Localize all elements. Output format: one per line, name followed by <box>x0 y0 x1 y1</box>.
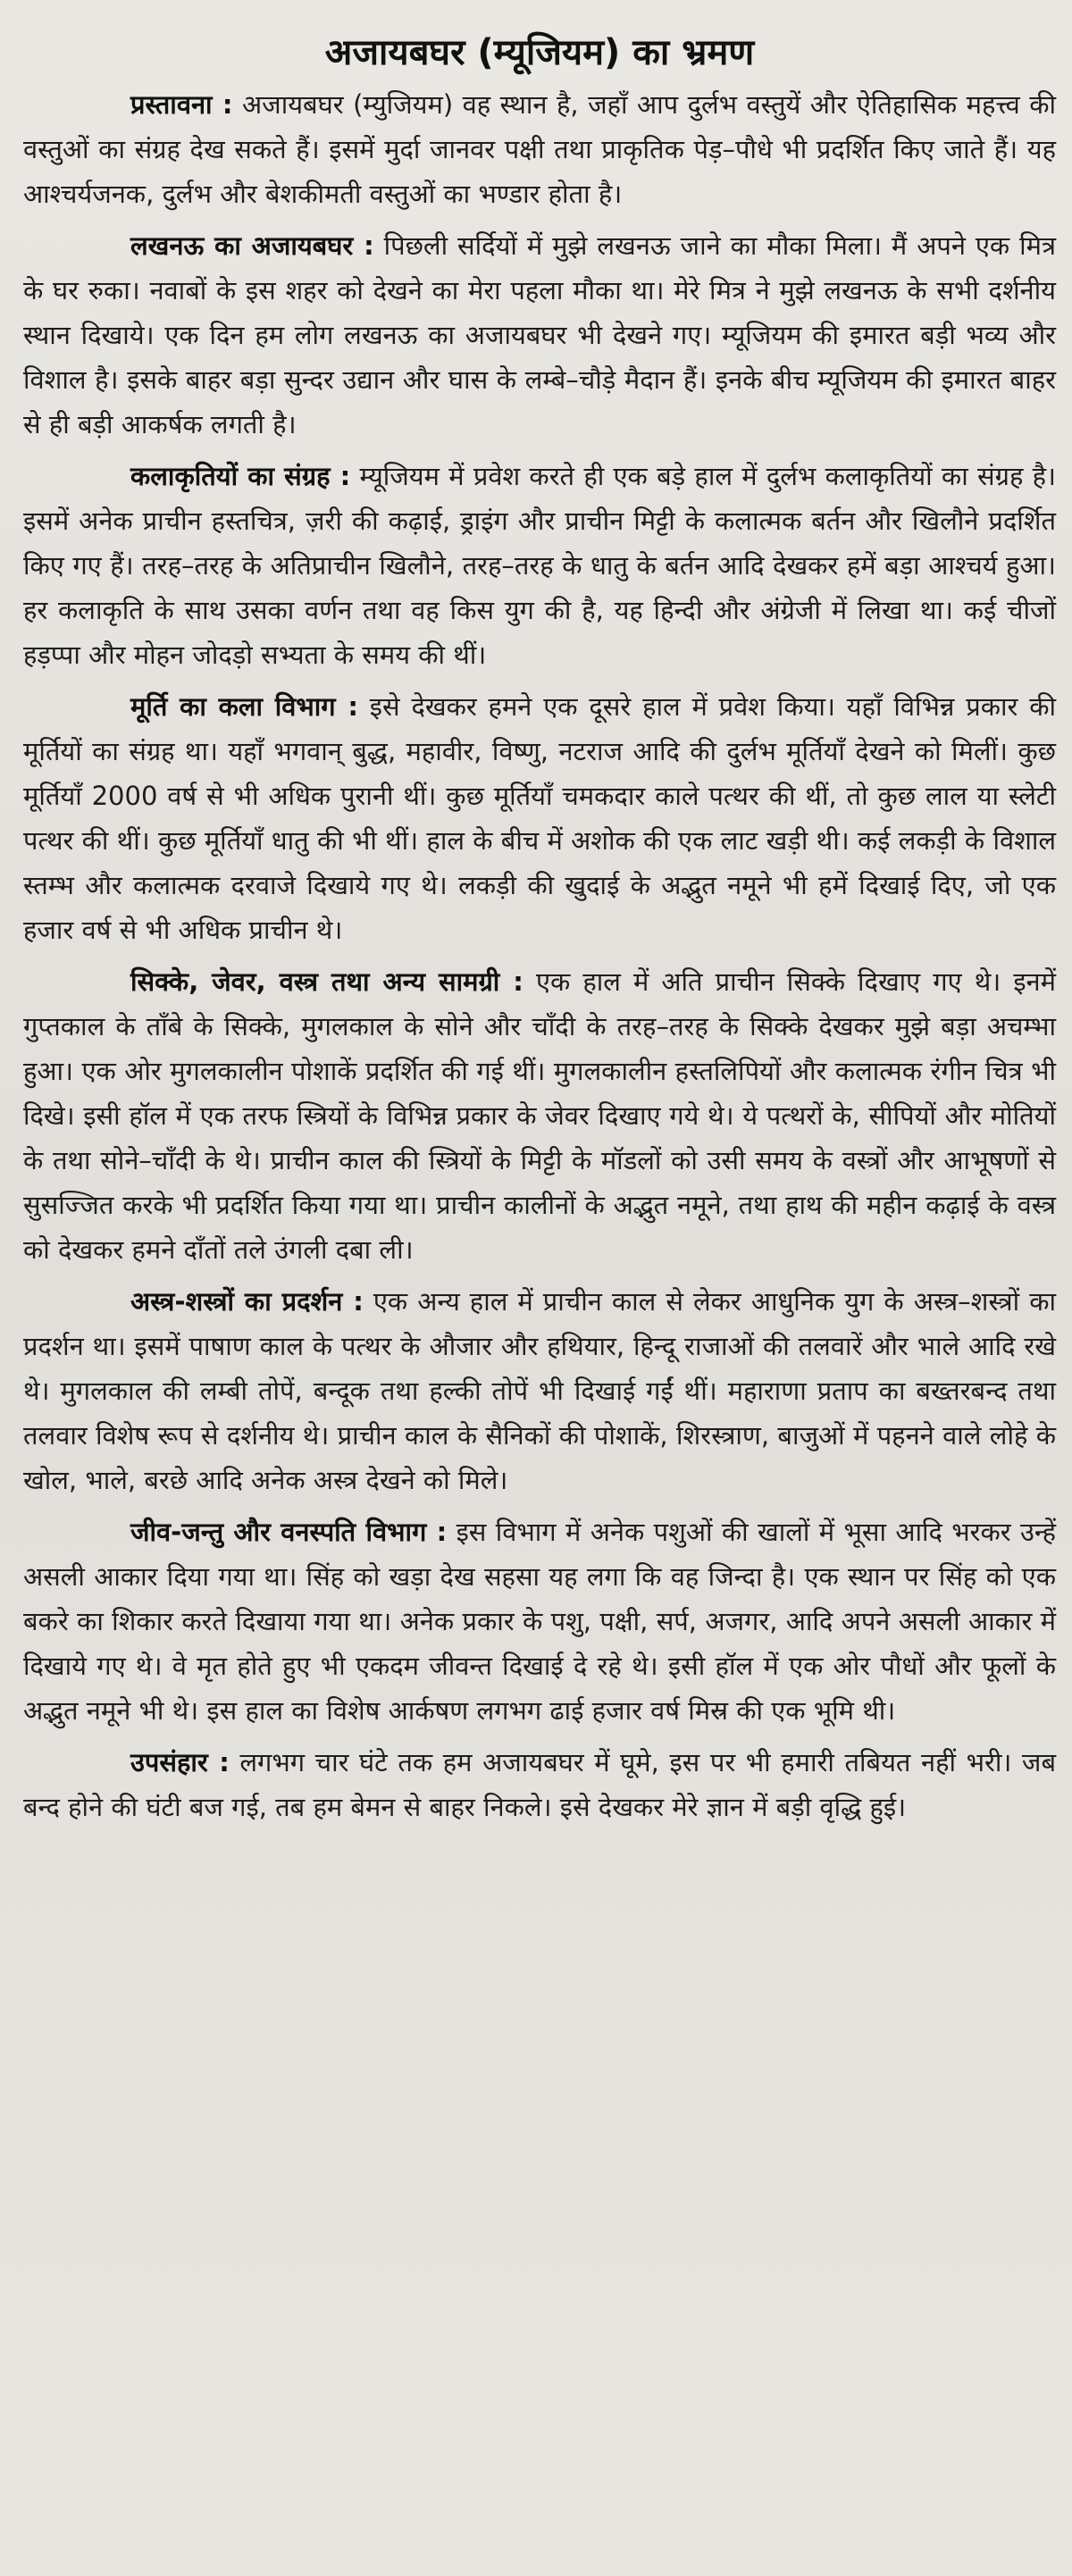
section-heading: सिक्के, जेवर, वस्त्र तथा अन्य सामग्री : <box>130 966 523 997</box>
section-text: इस विभाग में अनेक पशुओं की खालों में भूसा आदि भरकर उन्हें असली आकार दिया गया था। सिंह को खड़ा देख सहसा यह लगा कि वह जिन्दा है। एक स्थान पर सिंह को एक बकरे का शिकार करते दिखाया गया था। अनेक प्रकार के पशु, पक्षी, सर्प, अजगर, आदि अपने असली आकार में दिखाये गए थे। वे मृत होते हुए भी एकदम जीवन्त दिखाई दे रहे थे। इसी हॉल में एक ओर पौधों और फूलों के अद्भुत नमूने भी थे। इस हाल का विशेष आर्कषण लगभग ढाई हजार वर्ष मिस्र की एक भूमि थी। <box>23 1517 1056 1726</box>
section-heading: अस्त्र-शस्त्रों का प्रदर्शन : <box>130 1286 364 1317</box>
section-text: लगभग चार घंटे तक हम अजायबघर में घूमे, इस पर भी हमारी तबियत नहीं भरी। जब बन्द होने की घंटी बज गई, तब हम बेमन से बाहर निकले। इसे देखकर मेरे ज्ञान में बड़ी वृद्धि हुई। <box>23 1747 1056 1822</box>
section-heading: लखनऊ का अजायबघर : <box>130 230 374 261</box>
section-heading: प्रस्तावना : <box>130 89 233 120</box>
section-artworks <box>23 454 1056 677</box>
section-heading: जीव-जन्तु और वनस्पति विभाग : <box>130 1517 448 1547</box>
section-text: अजायबघर (म्युजियम) वह स्थान है, जहाँ आप दुर्लभ वस्तुयें और ऐतिहासिक महत्त्व की वस्तुओं का संग्रह देख सकते हैं। इसमें मुर्दा जानवर पक्षी तथा प्राकृतिक पेड़–पौधे भी प्रदर्शित किए जाते हैं। यह आश्चर्यजनक, दुर्लभ और बेशकीमती वस्तुओं का भण्डार होता है। <box>23 89 1057 209</box>
essay-title: अजायबघर (म्यूजियम) का भ्रमण <box>324 32 755 73</box>
section-text: एक अन्य हाल में प्राचीन काल से लेकर आधुनिक युग के अस्त्र–शस्त्रों का प्रदर्शन था। इसमें पाषाण काल के पत्थर के औजार और हथियार, हिन्दू राजाओं की तलवारें और भाले आदि रखे थे। मुगलकाल की लम्बी तोपें, बन्दूक तथा हल्की तोपें भी दिखाई गईं थीं। महाराणा प्रताप का बख्तरबन्द तथा तलवार विशेष रूप से दर्शनीय थे। प्राचीन काल के सैनिकों की पोशाकें, शिरस्त्राण, बाजुओं में पहनने वाले लोहे के खोल, भाले, बरछे आदि अनेक अस्त्र देखने को मिले। <box>23 1286 1056 1495</box>
section-heading: मूर्ति का कला विभाग : <box>130 691 358 722</box>
section-text: इसे देखकर हमने एक दूसरे हाल में प्रवेश किया। यहाँ विभिन्न प्रकार की मूर्तियों का संग्रह था। यहाँ भगवान् बुद्ध, महावीर, विष्णु, नटराज आदि की दुर्लभ मूर्तियाँ देखने को मिलीं। कुछ मूर्तियाँ 2000 वर्ष से भी अधिक पुरानी थीं। कुछ मूर्तियाँ चमकदार काले पत्थर की थीं, तो कुछ लाल या स्लेटी पत्थर की थीं। कुछ मूर्तियाँ धातु की भी थीं। हाल के बीच में अशोक की एक लाट खड़ी थी। कई लकड़ी के विशाल स्तम्भ और कलात्मक दरवाजे दिखाये गए थे। लकड़ी की खुदाई के अद्भुत नमूने भी हमें दिखाई दिए, जो एक हजार वर्ष से भी अधिक प्राचीन थे। <box>23 691 1057 945</box>
section-fauna-flora <box>23 1510 1056 1733</box>
section-conclusion <box>23 1740 1056 1829</box>
section-weapons <box>23 1279 1056 1502</box>
section-text: म्यूजियम में प्रवेश करते ही एक बड़े हाल में दुर्लभ कलाकृतियों का संग्रह है। इसमें अनेक प्राचीन हस्तचित्र, ज़री की कढ़ाई, ड्राइंग और प्राचीन मिट्टी के कलात्मक बर्तन और खिलौने प्रदर्शित किए गए हैं। तरह–तरह के अतिप्राचीन खिलौने, तरह–तरह के धातु के बर्तन आदि देखकर हमें बड़ा आश्चर्य हुआ। हर कलाकृति के साथ उसका वर्णन तथा वह किस युग की है, यह हिन्दी और अंग्रेजी में लिखा था। कई चीजों हड़प्पा और मोहन जोदड़ो सभ्यता के समय की थीं। <box>23 461 1056 670</box>
section-sculpture <box>23 684 1056 952</box>
section-lucknow-museum <box>23 223 1056 447</box>
section-heading: उपसंहार : <box>130 1747 230 1777</box>
section-intro <box>23 82 1056 216</box>
section-text: पिछली सर्दियों में मुझे लखनऊ जाने का मौका मिला। मैं अपने एक मित्र के घर रुका। नवाबों के इस शहर को देखने का मेरा पहला मौका था। मेरे मित्र ने मुझे लखनऊ के सभी दर्शनीय स्थान दिखाये। एक दिन हम लोग लखनऊ का अजायबघर भी देखने गए। म्यूजियम की इमारत बड़ी भव्य और विशाल है। इसके बाहर बड़ा सुन्दर उद्यान और घास के लम्बे–चौड़े मैदान हैं। इनके बीच म्यूजियम की इमारत बाहर से ही बड़ी आकर्षक लगती है। <box>23 230 1056 439</box>
section-heading: कलाकृतियों का संग्रह : <box>130 461 351 491</box>
section-coins-jewellery <box>23 959 1056 1272</box>
section-text: एक हाल में अति प्राचीन सिक्के दिखाए गए थे। इनमें गुप्तकाल के ताँबे के सिक्के, मुगलकाल के सोने और चाँदी के तरह–तरह के सिक्के देखकर मुझे बड़ा अचम्भा हुआ। एक ओर मुगलकालीन पोशाकें प्रदर्शित की गई थीं। मुगलकालीन हस्तलिपियों और कलात्मक रंगीन चित्र भी दिखे। इसी हॉल में एक तरफ स्त्रियों के विभिन्न प्रकार के जेवर दिखाए गये थे। ये पत्थरों के, सीपियों और मोतियों के तथा सोने–चाँदी के थे। प्राचीन काल की स्त्रियों के मिट्टी के मॉडलों को उसी समय के वस्त्रों और आभूषणों से सुसज्जित करके भी प्रदर्शित किया गया था। प्राचीन कालीनों के अद्भुत नमूने, तथा हाथ की महीन कढ़ाई के वस्त्र को देखकर हमने दाँतों तले उंगली दबा ली। <box>23 966 1056 1265</box>
